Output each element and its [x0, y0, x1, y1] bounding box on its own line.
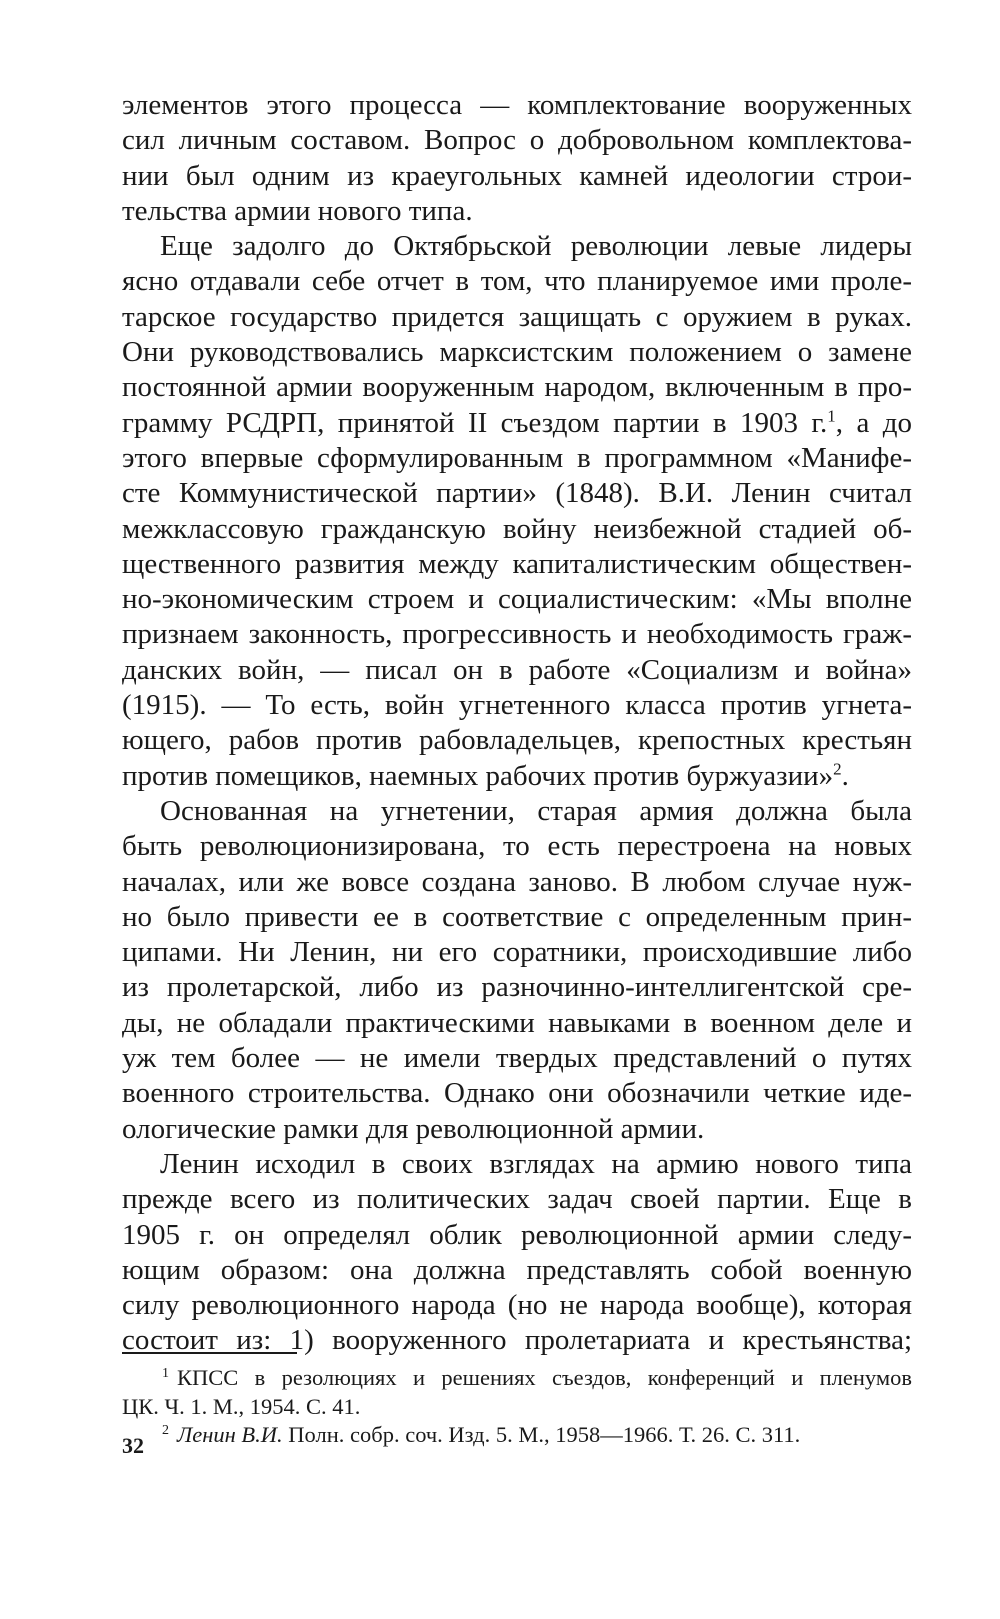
text-line: ющего, рабов против рабовладельцев, крепостных крестьян: [122, 724, 912, 757]
text-line: состоит из: 1) вооруженного пролетариата и крестьянства;: [122, 1324, 912, 1357]
footnote-ref-2: 2: [833, 758, 842, 778]
text-line: прежде всего из политических задач своей партии. Еще в: [122, 1183, 912, 1216]
text-line: ясно отдавали себе отчет в том, что планируемое ими проле-: [122, 265, 912, 298]
footnote-divider: [122, 1352, 297, 1354]
text-line: этого впервые сформулированным в программном «Манифе-: [122, 441, 912, 474]
text-line: сте Коммунистической партии» (1848). В.И. Ленин считал: [122, 477, 912, 510]
text-line: щественного развития между капиталистическим обществен-: [122, 547, 912, 580]
text-line: ды, не обладали практическими навыками в военном деле и: [122, 1006, 912, 1039]
text-line: 1905 г. он определял облик революционной армии следу-: [122, 1218, 912, 1251]
text-line: Ленин исходил в своих взглядах на армию нового типа: [160, 1147, 912, 1180]
text-line: но было привести ее в соответствие с определенным прин-: [122, 900, 912, 933]
text-line-with-footnote-ref: [122, 759, 912, 794]
text-segment: , а до: [835, 406, 912, 439]
text-line: тельства армии нового типа.: [122, 194, 473, 227]
footnote-1-text: КПСС в резолюциях и решениях съездов, конференций и пленумов: [177, 1365, 912, 1390]
text-line: данских войн, — писал он в работе «Социализм и война»: [122, 653, 912, 686]
footnote-2: [122, 1421, 912, 1450]
text-line-with-footnote-ref: [122, 406, 912, 441]
text-line: ологические рамки для революционной армии.: [122, 1112, 705, 1145]
text-segment: .: [841, 759, 849, 792]
text-segment: против помещиков, наемных рабочих против буржуазии»: [122, 759, 834, 792]
page-number: 32: [122, 1433, 144, 1458]
text-line: элементов этого процесса — комплектование вооруженных: [122, 89, 912, 121]
text-line: (1915). — То есть, войн угнетенного класса против угнета-: [122, 689, 912, 722]
main-text: [122, 88, 912, 1359]
text-line: Они руководствовались марксистским положением о замене: [122, 336, 912, 369]
text-line: ципами. Ни Ленин, ни его соратники, происходившие либо: [122, 936, 912, 969]
text-line: Основанная на угнетении, старая армия должна была: [160, 794, 912, 827]
text-line: силу революционного народа (но не народа вообще), которая: [122, 1289, 912, 1322]
text-line: нии был одним из краеугольных камней идеологии строи-: [122, 159, 912, 192]
footnote-ref-1: 1: [827, 406, 836, 426]
text-line: Еще задолго до Октябрьской революции левые лидеры: [160, 230, 912, 263]
footnote-2-mark: 2: [162, 1422, 169, 1438]
footnote-1-continuation: ЦК. Ч. 1. М., 1954. С. 41.: [122, 1393, 361, 1419]
footnote-2-text: Полн. собр. соч. Изд. 5. М., 1958—1966. Т. 26. С. 311.: [282, 1422, 801, 1447]
text-line: признаем законность, прогрессивность и необходимость граж-: [122, 618, 912, 651]
text-line: межклассовую гражданскую войну неизбежной стадией об-: [122, 512, 912, 545]
text-line: быть революционизирована, то есть перестроена на новых: [122, 830, 912, 863]
footnote-1: [122, 1364, 912, 1393]
text-line: ющим образом: она должна представлять собой военную: [122, 1253, 912, 1286]
text-line: но-экономическим строем и социалистическим: «Мы вполне: [122, 583, 912, 616]
text-line: постоянной армии вооруженным народом, включенным в про-: [122, 371, 912, 404]
text-line: началах, или же вовсе создана заново. В любом случае нуж-: [122, 865, 912, 898]
text-line: сил личным составом. Вопрос о добровольном комплектова-: [122, 124, 912, 157]
text-line: уж тем более — не имели твердых представлений о путях: [122, 1042, 912, 1075]
footnote-2-author: Ленин В.И.: [177, 1422, 283, 1447]
text-line: из пролетарской, либо из разночинно-интеллигентской сре-: [122, 971, 912, 1004]
text-segment: грамму РСДРП, принятой II съездом партии в 1903 г.: [122, 406, 828, 439]
footnotes: [122, 1364, 912, 1450]
text-line: тарское государство придется защищать с оружием в руках.: [122, 300, 912, 333]
footnote-1-mark: 1: [162, 1365, 169, 1381]
text-line: военного строительства. Однако они обозначили четкие иде-: [122, 1077, 912, 1110]
